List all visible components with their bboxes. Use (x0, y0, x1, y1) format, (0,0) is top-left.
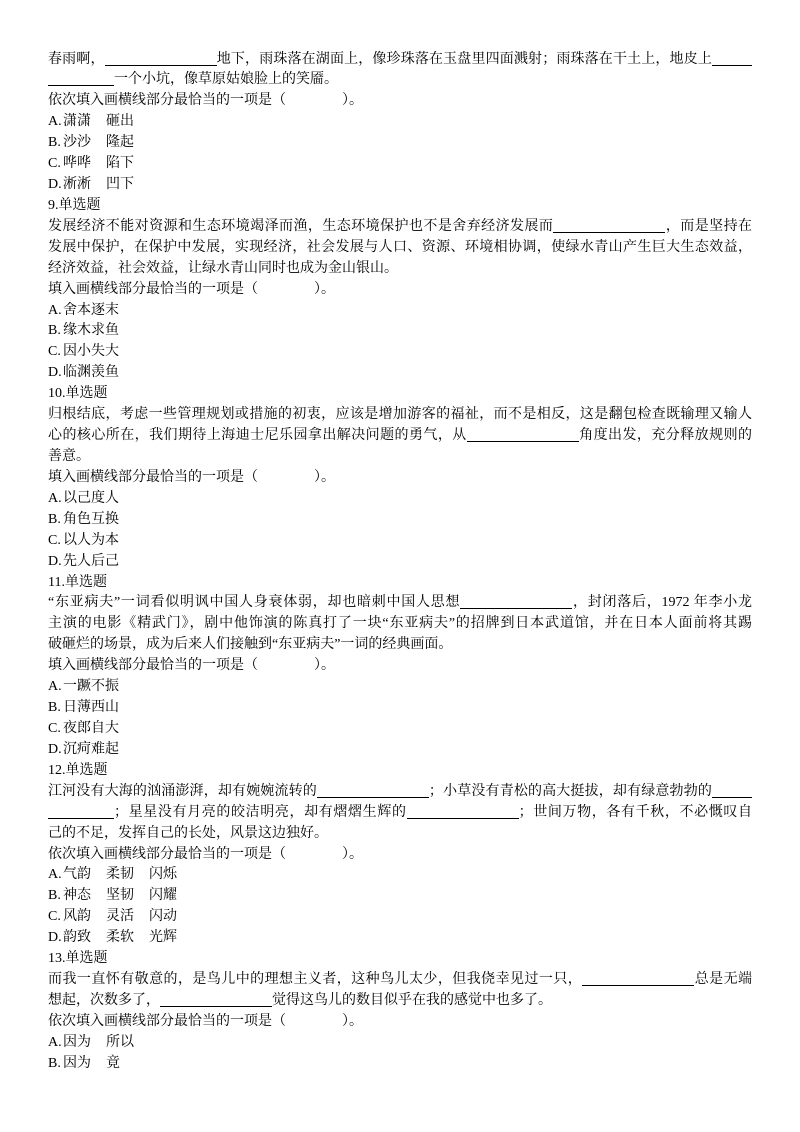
option-word: 所以 (106, 1034, 134, 1050)
question-block (48, 573, 752, 761)
option-item (48, 321, 752, 342)
option-item (48, 865, 752, 886)
option-word: 凹下 (106, 177, 134, 193)
stem-text: 破砸烂的场景，成为后来人们接触到“东亚病夫”一词的经典画面。 (48, 637, 453, 653)
option-item (48, 719, 752, 740)
option-item (48, 677, 752, 698)
stem-text: 善意。 (48, 449, 90, 465)
option-word: 沉疴难起 (63, 741, 119, 757)
question-prompt: 填入画横线部分最恰当的一项是（ ）。 (48, 658, 335, 674)
option-word: 因为 (63, 1034, 91, 1050)
options-list (48, 112, 752, 196)
question-stem (48, 593, 752, 656)
answer-blank (553, 219, 665, 233)
option-word: 缘木求鱼 (63, 323, 119, 339)
question-block (48, 761, 752, 949)
question-block (48, 384, 752, 572)
answer-blank (407, 805, 519, 819)
option-label: B. (48, 511, 61, 527)
answer-blank (712, 52, 752, 66)
stem-text: ；小草没有青松的高大挺拔，却有绿意勃勃的 (428, 783, 712, 799)
options-list (48, 489, 752, 573)
option-label: B. (48, 135, 61, 151)
stem-text: 觉得这鸟儿的数目似乎在我的感觉中也多了。 (272, 992, 552, 1008)
option-label: C. (48, 156, 61, 172)
stem-line (48, 593, 752, 614)
question-prompt: 填入画横线部分最恰当的一项是（ ）。 (48, 469, 335, 485)
options-list (48, 1033, 752, 1075)
option-item (48, 489, 752, 510)
option-label: A. (48, 302, 62, 318)
option-word: 舍本逐末 (63, 302, 119, 318)
question-prompt: 依次填入画横线部分最恰当的一项是（ ）。 (48, 1013, 363, 1029)
option-item (48, 1033, 752, 1054)
option-word: 临渊羡鱼 (63, 365, 119, 381)
stem-text: 总是无端 (694, 972, 753, 988)
option-word: 淅淅 (63, 177, 91, 193)
option-label: A. (48, 1034, 62, 1050)
option-word: 因小失大 (63, 344, 119, 360)
option-label: C. (48, 909, 61, 925)
option-label: A. (48, 490, 62, 506)
option-word: 陷下 (106, 156, 134, 172)
question-stem (48, 782, 752, 845)
option-item (48, 133, 752, 154)
option-label: B. (48, 323, 61, 339)
answer-blank (160, 993, 272, 1007)
stem-line (48, 70, 752, 91)
question-prompt: 填入画横线部分最恰当的一项是（ ）。 (48, 281, 335, 297)
stem-text: 一个小坑，像草原姑娘脸上的笑靥。 (114, 72, 338, 88)
question-header: 10.单选题 (48, 386, 108, 402)
option-word: 闪耀 (149, 888, 177, 904)
stem-line (48, 259, 752, 280)
option-label: B. (48, 1055, 61, 1071)
stem-text: 发展中保护，在保护中发展，实现经济，社会发展与人口、资源、环境相协调，使绿水青山产生巨大生态效益， (48, 239, 752, 255)
option-word: 竟 (106, 1055, 120, 1071)
option-word: 闪烁 (149, 867, 177, 883)
question-header: 9.单选题 (48, 197, 101, 213)
answer-blank (460, 595, 572, 609)
stem-text: 角度出发，充分释放规则的 (578, 428, 753, 444)
stem-text: 想起，次数多了， (48, 992, 160, 1008)
stem-text: 春雨啊， (48, 51, 105, 67)
option-word: 先人后己 (63, 553, 119, 569)
option-item (48, 552, 752, 573)
stem-text: ，而是坚持在 (665, 218, 753, 234)
option-word: 气韵 (63, 867, 91, 883)
option-word: 砸出 (106, 114, 134, 130)
stem-line (48, 405, 752, 426)
stem-text: ；世间万物，各有千秋，不必慨叹自 (518, 804, 753, 820)
option-word: 柔韧 (106, 867, 134, 883)
option-label: C. (48, 721, 61, 736)
question-prompt: 依次填入画横线部分最恰当的一项是（ ）。 (48, 93, 363, 109)
stem-text: ；星星没有月亮的皎洁明亮，却有熠熠生辉的 (114, 804, 407, 820)
question-stem (48, 405, 752, 468)
option-word: 坚韧 (106, 888, 134, 904)
option-word: 闪动 (149, 909, 177, 925)
stem-text: 江河没有大海的汹涌澎湃，却有婉婉流转的 (48, 783, 317, 799)
stem-text: 心的核心所在，我们期待上海迪士尼乐园拿出解决问题的勇气，从 (48, 428, 467, 444)
answer-blank (48, 805, 114, 819)
stem-text: 己的不足，发挥自己的长处，风景这边独好。 (48, 825, 328, 841)
stem-text: 发展经济不能对资源和生态环境竭泽而渔，生态环境保护也不是舍弃经济发展而 (48, 218, 554, 234)
option-word: 韵致 (63, 930, 91, 946)
option-label: A. (48, 114, 62, 130)
option-item (48, 112, 752, 133)
stem-text: ，封闭落后，1972 年李小龙 (572, 595, 753, 611)
option-word: 以己度人 (63, 490, 119, 506)
option-label: A. (48, 679, 62, 695)
stem-line (48, 991, 752, 1012)
option-item (48, 886, 752, 907)
option-word: 潇潇 (63, 114, 91, 130)
stem-line (48, 426, 752, 447)
option-label: D. (48, 741, 62, 757)
option-word: 角色互换 (63, 511, 119, 527)
stem-text: 经济效益，社会效益，让绿水青山同时也成为金山银山。 (48, 260, 398, 276)
answer-blank (317, 784, 429, 798)
question-block (48, 50, 752, 196)
option-word: 灵活 (106, 909, 134, 925)
option-item (48, 740, 752, 761)
option-label: C. (48, 532, 61, 548)
option-word: 以人为本 (63, 532, 119, 548)
option-label: C. (48, 344, 61, 360)
stem-text: 主演的电影《精武门》，剧中他饰演的陈真打了一块“东亚病夫”的招牌到日本武道馆，并在日本人面前将其踢 (48, 616, 752, 632)
option-item (48, 1054, 752, 1075)
option-label: A. (48, 867, 62, 883)
question-header: 11.单选题 (48, 574, 107, 590)
stem-line (48, 614, 752, 635)
option-word: 哗哗 (63, 156, 91, 172)
stem-line (48, 238, 752, 259)
stem-text: 归根结底，考虑一些管理规划或措施的初衷，应该是增加游客的福祉，而不是相反，这是翻包检查既输理又输人 (48, 407, 752, 423)
option-item (48, 363, 752, 384)
question-block (48, 949, 752, 1075)
question-stem (48, 970, 752, 1012)
option-label: D. (48, 177, 62, 193)
option-word: 因为 (63, 1055, 91, 1071)
answer-blank (105, 52, 217, 66)
option-word: 一蹶不振 (63, 679, 119, 695)
question-header: 13.单选题 (48, 951, 108, 967)
option-word: 沙沙 (63, 135, 91, 151)
option-item (48, 342, 752, 363)
option-word: 日薄西山 (63, 700, 119, 716)
answer-blank (712, 784, 752, 798)
option-label: B. (48, 888, 61, 904)
option-label: D. (48, 553, 62, 569)
stem-line (48, 217, 752, 238)
option-item (48, 907, 752, 928)
options-list (48, 301, 752, 385)
stem-line (48, 782, 752, 803)
option-word: 光辉 (149, 930, 177, 946)
stem-line (48, 824, 752, 845)
stem-line (48, 50, 752, 71)
option-item (48, 928, 752, 949)
option-item (48, 510, 752, 531)
option-word: 神态 (63, 888, 91, 904)
option-label: B. (48, 700, 61, 716)
answer-blank (48, 72, 114, 86)
option-word: 夜郎自大 (63, 721, 119, 736)
stem-text: 而我一直怀有敬意的，是鸟儿中的理想主义者，这种鸟儿太少，但我侥幸见过一只， (48, 972, 583, 988)
option-item (48, 301, 752, 322)
question-block (48, 196, 752, 384)
stem-line (48, 970, 752, 991)
stem-text: “东亚病夫”一词看似明讽中国人身衰体弱，却也暗刺中国人思想 (48, 595, 461, 611)
option-item (48, 154, 752, 175)
question-header: 12.单选题 (48, 762, 108, 778)
question-stem (48, 50, 752, 92)
option-word: 隆起 (106, 135, 134, 151)
question-stem (48, 217, 752, 280)
answer-blank (582, 972, 694, 986)
options-list (48, 865, 752, 949)
option-word: 风韵 (63, 909, 91, 925)
stem-line (48, 635, 752, 656)
option-item (48, 531, 752, 552)
stem-line (48, 803, 752, 824)
options-list (48, 677, 752, 761)
option-label: D. (48, 365, 62, 381)
option-word: 柔软 (106, 930, 134, 946)
option-item (48, 698, 752, 719)
stem-text: 地下，雨珠落在湖面上，像珍珠落在玉盘里四面溅射；雨珠落在干土上，地皮上 (216, 51, 713, 67)
stem-line (48, 447, 752, 468)
answer-blank (467, 428, 579, 442)
option-label: D. (48, 930, 62, 946)
question-prompt: 依次填入画横线部分最恰当的一项是（ ）。 (48, 846, 363, 862)
option-item (48, 175, 752, 196)
